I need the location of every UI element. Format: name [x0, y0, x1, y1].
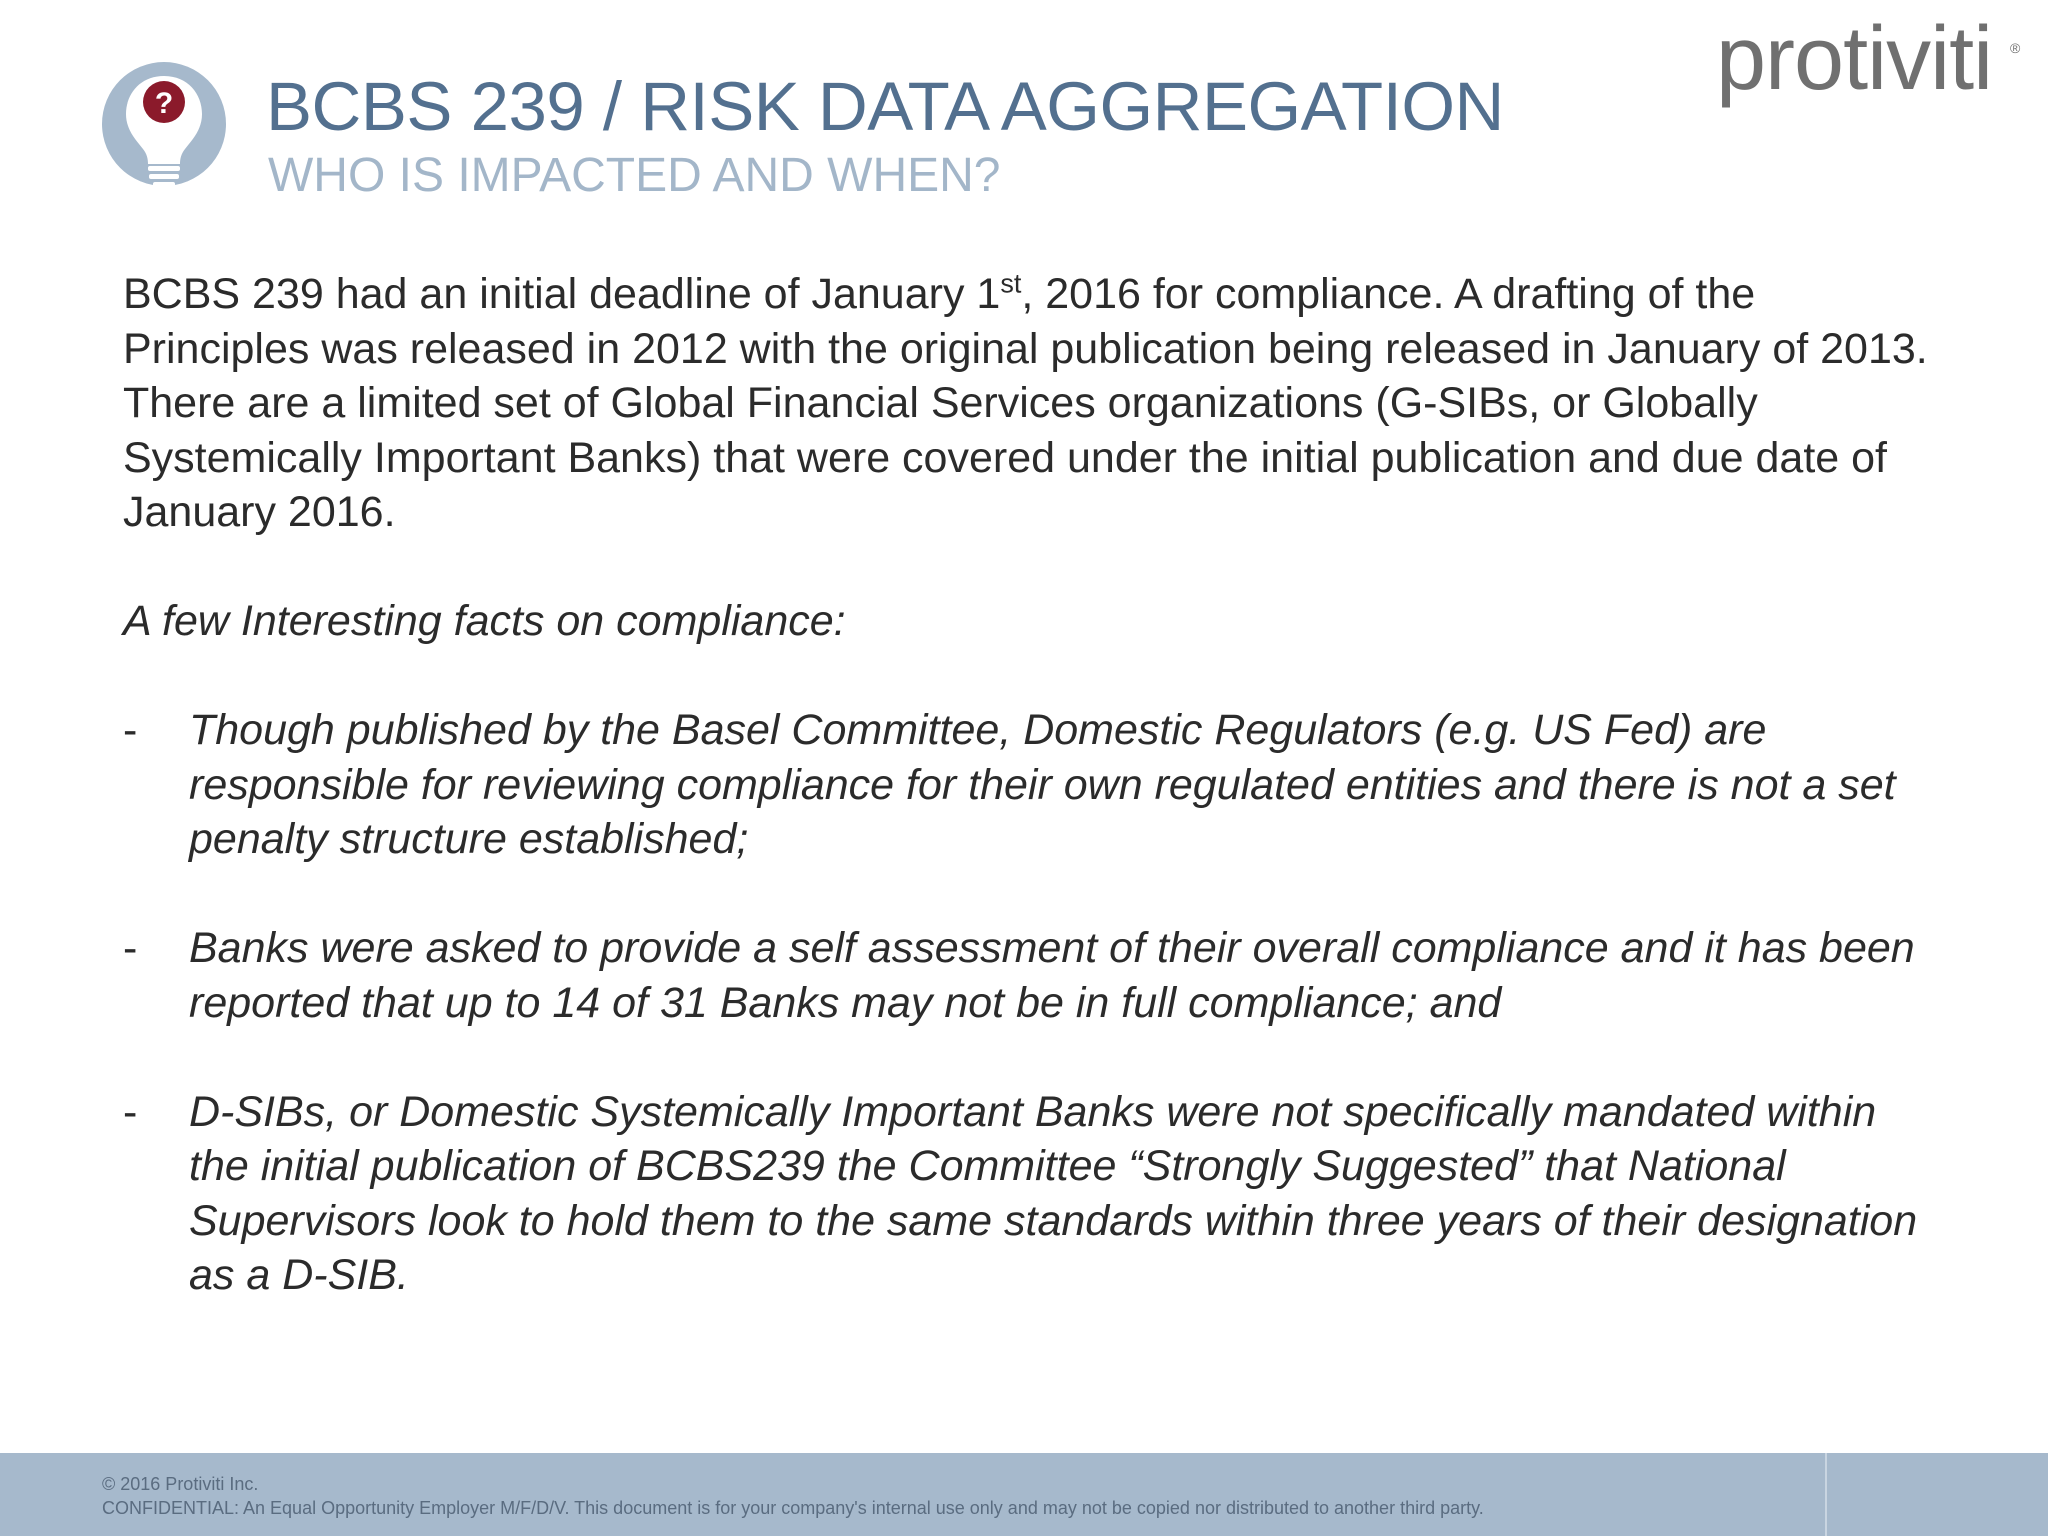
fact-text: Though published by the Basel Committee, Domestic Regulators (e.g. US Fed) are responsible for reviewing compliance for their own regulated entities and there is not a set penalty structure established; — [189, 706, 1896, 863]
footer-divider — [1825, 1453, 1827, 1536]
confidential-notice: CONFIDENTIAL: An Equal Opportunity Employer M/F/D/V. This document is for your company's internal use only and may not be copied nor distributed to another third party. — [102, 1498, 1484, 1518]
page-subtitle: WHO IS IMPACTED AND WHEN? — [268, 149, 1001, 202]
svg-text:?: ? — [154, 87, 174, 120]
intro-text-rest: , 2016 for compliance. A drafting of the Principles was released in 2012 with the original publication being released in January of 2013. There are a limited set of Global Financial Services organizations (G-SIBs, or Globally Systemically Important Banks) that were covered under the initial publication and due date of January 2016. — [123, 270, 1928, 536]
facts-list — [123, 703, 1933, 1303]
fact-text: Banks were asked to provide a self assessment of their overall compliance and it has been reported that up to 14 of 31 Banks may not be in full compliance; and — [189, 924, 1915, 1027]
facts-heading: A few Interesting facts on compliance: — [123, 597, 846, 645]
intro-text-start: BCBS 239 had an initial deadline of January 1 — [123, 270, 1001, 318]
fact-text: D-SIBs, or Domestic Systemically Important Banks were not specifically mandated within the initial publication of BCBS239 the Committee “Strongly Suggested” that National Supervisors look to hold them to the same standards within three years of their designation as a D-SIB. — [189, 1087, 1918, 1299]
lightbulb-question-icon — [100, 60, 228, 192]
page-title: BCBS 239 / RISK DATA AGGREGATION — [266, 68, 1504, 145]
slide-body — [123, 267, 1933, 1357]
ordinal-superscript: st — [1000, 268, 1022, 299]
list-item — [123, 1085, 1933, 1303]
intro-paragraph — [123, 267, 1933, 540]
list-item — [123, 703, 1933, 867]
footer-bar — [0, 1453, 2048, 1536]
registered-mark: ® — [2010, 40, 2021, 56]
bullet-dash: - — [123, 706, 138, 754]
protiviti-logo: protiviti — [1716, 9, 1993, 109]
list-item — [123, 921, 1933, 1030]
bullet-dash: - — [123, 1087, 138, 1136]
copyright-text: © 2016 Protiviti Inc. — [102, 1474, 259, 1494]
bullet-dash: - — [123, 924, 138, 972]
